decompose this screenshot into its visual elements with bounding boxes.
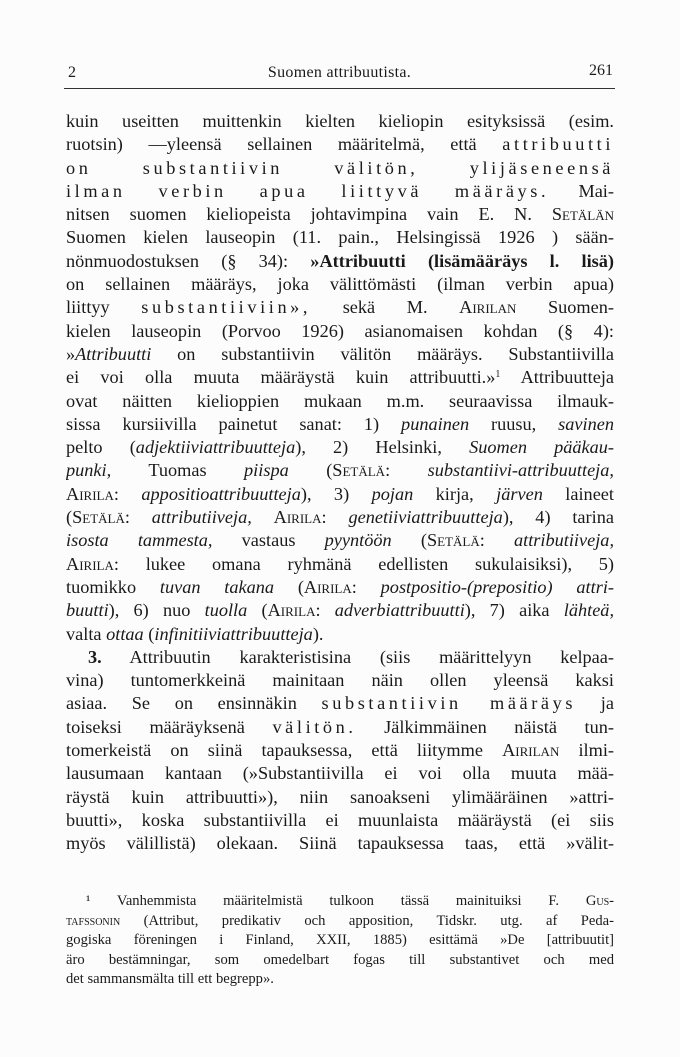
page-number: 261 bbox=[589, 62, 613, 79]
text-line: valta ottaa (infinitiiviattribuutteja). bbox=[66, 623, 324, 644]
text-line: nönmuodostuksen (§ 34): »Attribuutti (lisämääräys l. lisä) bbox=[66, 250, 614, 271]
text-line: tuomikko tuvan takana (Airila: postpositio-(prepositio) attri- bbox=[66, 576, 614, 597]
text-line: pelto (adjektiiviattribuutteja), 2) Helsinki, Suomen pääkau- bbox=[66, 437, 614, 458]
section-number: 3. bbox=[88, 646, 102, 667]
text-line: lausumaan kantaan (»Substantiivilla ei voi olla muuta mää- bbox=[66, 763, 614, 784]
text-line: punki, Tuomas piispa (Setälä: substantiivi-attribuutteja, bbox=[66, 460, 614, 481]
text-line: on substantiivin välitön, ylijäseneensä bbox=[66, 157, 614, 178]
text-line: ruotsin) —yleensä sellainen määritelmä, että attribuutti bbox=[66, 134, 614, 155]
footnote bbox=[66, 892, 614, 990]
footnote-ref: 1 bbox=[495, 369, 501, 381]
text-line: asiaa. Se on ensinnäkin substantiivin määräys ja bbox=[66, 693, 614, 714]
text-line: sissa kursiivilla painetut sanat: 1) punainen ruusu, savinen bbox=[66, 413, 614, 434]
text-line: myös välillistä) olekaan. Siinä tapauksessa taas, että »välit- bbox=[66, 833, 614, 854]
text-line: isosta tammesta, vastaus pyyntöön (Setälä: attributiiveja, bbox=[66, 530, 614, 551]
text-line: vina) tuntomerkkeinä mainitaan näin ollen yleensä kaksi bbox=[66, 670, 614, 691]
text-line: ovat näitten kielioppien mukaan m.m. seuraavissa ilmauk- bbox=[66, 390, 614, 411]
running-header bbox=[64, 62, 615, 89]
text-line: tomerkeistä on siinä tapauksessa, että liitymme Airilan ilmi- bbox=[66, 740, 614, 761]
footnote-line: tafssonin (Attribut, predikativ och apposition, Tidskr. utg. af Peda- bbox=[66, 912, 614, 929]
text-line: 3. Attribuutin karakteristisina (siis määrittelyyn kelpaa- bbox=[88, 646, 614, 667]
text-line: »Attribuutti on substantiivin välitön määräys. Substantiivilla bbox=[66, 343, 614, 364]
text-line: buutti», koska substantiivilla ei muunlaista määräystä (ei siis bbox=[66, 809, 614, 830]
body-text bbox=[66, 110, 614, 856]
running-title: Suomen attribuutista. bbox=[267, 64, 412, 81]
text-line: ilman verbin apua liittyvä määräys. Mai- bbox=[66, 180, 614, 201]
text-line: ei voi olla muuta määräystä kuin attribuutti.»$^1$ Attribuutteja bbox=[66, 367, 614, 388]
text-line: Airila: lukee omana ryhmänä edellisten sukulaisiksi), 5) bbox=[66, 553, 614, 574]
text-line: on sellainen määräys, joka välittömästi (ilman verbin apua) bbox=[66, 274, 614, 295]
text-line: toiseksi määräyksenä välitön. Jälkimmäinen näistä tun- bbox=[66, 716, 614, 737]
text-line: Suomen kielen lauseopin (11. pain., Helsingissä 1926 ) sään- bbox=[66, 227, 614, 248]
footnote-line: ¹ Vanhemmista määritelmistä tulkoon tässä mainituiksi F. Gus- bbox=[86, 893, 614, 909]
text-line: (Setälä: attributiiveja, Airila: genetiiviattribuutteja), 4) tarina bbox=[66, 507, 614, 528]
text-line: kuin useitten muittenkin kielten kieliopin esityksissä (esim. bbox=[66, 111, 614, 131]
text-line: Airila: appositioattribuutteja), 3) pojan kirja, järven laineet bbox=[66, 483, 614, 504]
text-line: räystä kuin attribuutti»), niin sanoakseni ylimääräinen »attri- bbox=[66, 786, 614, 807]
text-line: liittyy substantiiviin», sekä M. Airilan Suomen- bbox=[66, 297, 614, 318]
signature-mark: 2 bbox=[68, 64, 76, 81]
footnote-line: gogiska föreningen i Finland, XXII, 1885) esittämä »De [attribuutit] bbox=[66, 932, 614, 949]
footnote-line: det sammansmälta till ett begrepp». bbox=[66, 971, 274, 988]
footnote-line: äro bestämningar, som omedelbart fogas till substantivet och med bbox=[66, 951, 614, 968]
text-line: kielen lauseopin (Porvoo 1926) asianomaisen kohdan (§ 4): bbox=[66, 320, 614, 341]
text-line: buutti), 6) nuo tuolla (Airila: adverbiattribuutti), 7) aika lähteä, bbox=[66, 600, 614, 621]
text-line: nitsen suomen kieliopeista johtavimpina vain E. N. Setälän bbox=[66, 204, 614, 225]
